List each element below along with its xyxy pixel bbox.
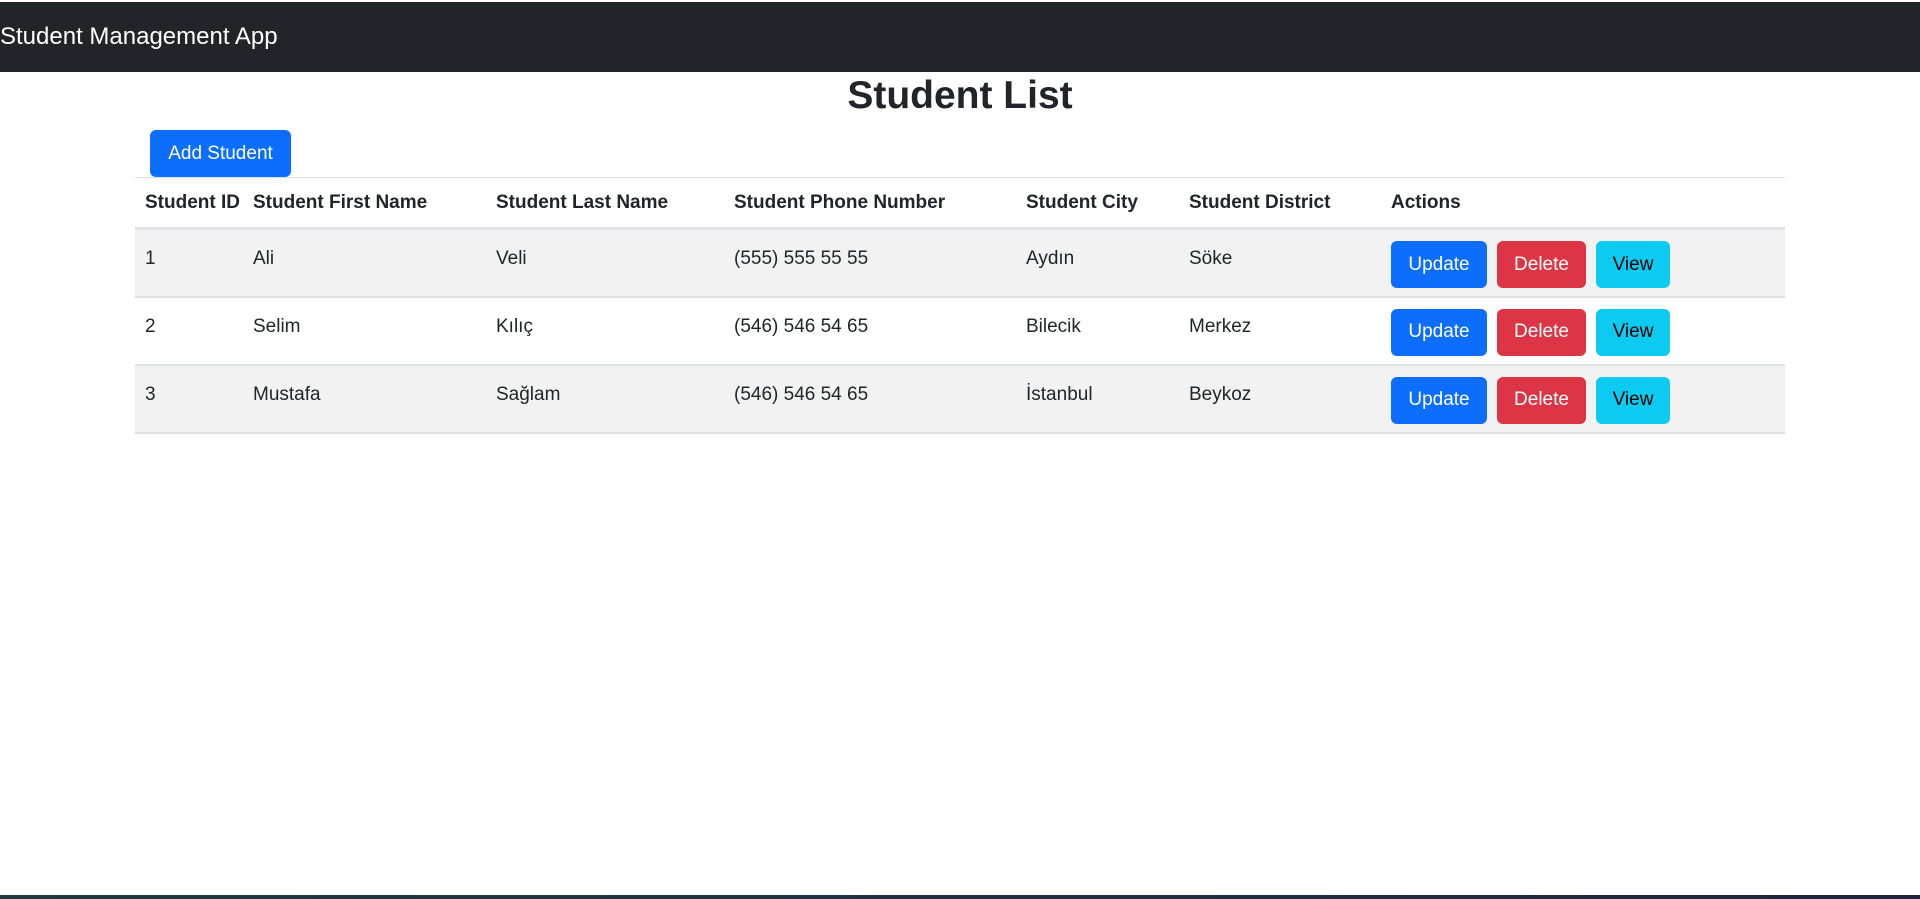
cell-last: Sağlam: [486, 365, 724, 433]
cell-phone: (546) 546 54 65: [724, 365, 1016, 433]
view-button[interactable]: View: [1596, 309, 1670, 356]
header-district: Student District: [1179, 178, 1381, 229]
cell-last: Kılıç: [486, 297, 724, 365]
navbar: [0, 2, 1920, 72]
taskbar: [0, 895, 1920, 899]
header-actions: Actions: [1381, 178, 1785, 229]
cell-city: Aydın: [1016, 229, 1179, 297]
navbar-brand[interactable]: Student Management App: [0, 23, 278, 50]
delete-button[interactable]: Delete: [1497, 309, 1586, 356]
cell-phone: (555) 555 55 55: [724, 229, 1016, 297]
cell-actions: [1381, 297, 1785, 365]
cell-district: Merkez: [1179, 297, 1381, 365]
cell-id: 3: [135, 365, 243, 433]
cell-first: Mustafa: [243, 365, 486, 433]
cell-district: Söke: [1179, 229, 1381, 297]
add-student-button[interactable]: Add Student: [150, 130, 291, 177]
view-button[interactable]: View: [1596, 377, 1670, 424]
update-button[interactable]: Update: [1391, 377, 1487, 424]
cell-id: 2: [135, 297, 243, 365]
table-row: [135, 229, 1785, 297]
header-first-name: Student First Name: [243, 178, 486, 229]
update-button[interactable]: Update: [1391, 309, 1487, 356]
cell-actions: [1381, 365, 1785, 433]
cell-district: Beykoz: [1179, 365, 1381, 433]
cell-first: Selim: [243, 297, 486, 365]
delete-button[interactable]: Delete: [1497, 241, 1586, 288]
table-row: [135, 297, 1785, 365]
delete-button[interactable]: Delete: [1497, 377, 1586, 424]
view-button[interactable]: View: [1596, 241, 1670, 288]
cell-city: İstanbul: [1016, 365, 1179, 433]
cell-phone: (546) 546 54 65: [724, 297, 1016, 365]
cell-actions: [1381, 229, 1785, 297]
page-title: Student List: [847, 74, 1073, 117]
student-table: [135, 177, 1785, 434]
cell-id: 1: [135, 229, 243, 297]
table-header-row: [135, 178, 1785, 229]
cell-last: Veli: [486, 229, 724, 297]
cell-city: Bilecik: [1016, 297, 1179, 365]
header-phone: Student Phone Number: [724, 178, 1016, 229]
header-last-name: Student Last Name: [486, 178, 724, 229]
header-city: Student City: [1016, 178, 1179, 229]
cell-first: Ali: [243, 229, 486, 297]
update-button[interactable]: Update: [1391, 241, 1487, 288]
header-student-id: Student ID: [135, 178, 243, 229]
table-row: [135, 365, 1785, 433]
